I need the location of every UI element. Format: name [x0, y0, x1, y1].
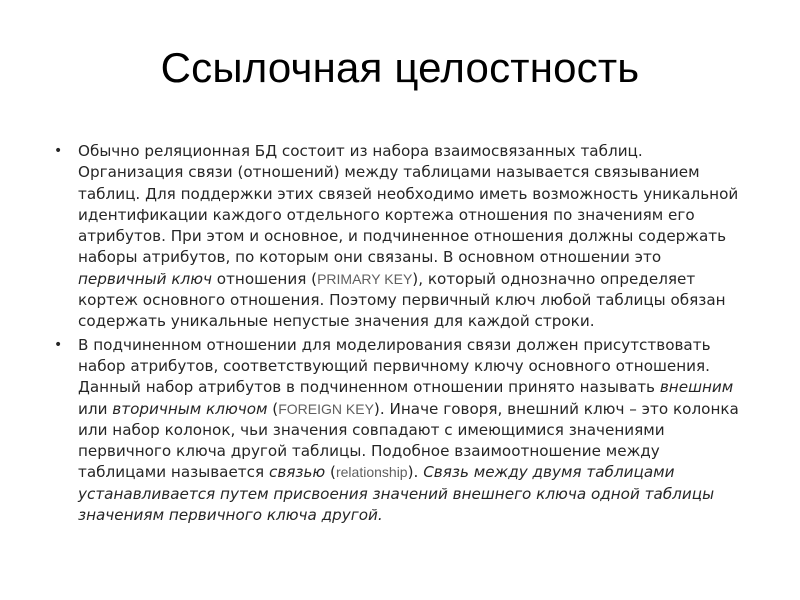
- keyword-foreign-key: FOREIGN KEY: [278, 400, 374, 417]
- bullet2-text-5: (: [325, 463, 336, 482]
- keyword-relationship: relationship: [335, 464, 408, 481]
- term-primary-key: первичный ключ: [78, 269, 212, 288]
- keyword-primary-key: PRIMARY KEY: [317, 270, 413, 287]
- term-link: связью: [268, 463, 326, 482]
- bullet-item-foreign-key: [50, 335, 750, 527]
- term-external: внешним: [659, 378, 734, 397]
- slide-title: Ссылочная целостность: [160, 44, 640, 91]
- bullet1-text-2: отношения (: [211, 269, 318, 288]
- bullet2-text-4: ). Иначе говоря, внешний ключ – это колонка или набор колонок, чьи значения совпадают с имеющимися значениями первичного ключа другой таблицы. Подобное взаимоотношение между таблицами называется: [78, 399, 739, 482]
- bullet2-text-2: или: [78, 399, 113, 418]
- bullet-dot-icon: •: [54, 143, 63, 159]
- final-definition: Связь между двумя таблицами устанавливается путем присвоения значений внешнего ключа одной таблицы значениям первичного ключа другой.: [78, 463, 715, 525]
- bullet1-text-1: Обычно реляционная БД состоит из набора взаимосвязанных таблиц. Организация связи (отношений) между таблицами называется связыванием таблиц. Для поддержки этих связей необходимо иметь возможность уникальной идентификации каждого отдельного кортежа отношения по значениям его атрибутов. При этом и основное, и подчиненное отношения должны содержать наборы атрибутов, по которым они связаны. В основном отношении это: [78, 142, 739, 267]
- bullet2-text-3: (: [267, 399, 279, 418]
- bullet-item-primary-key: [50, 141, 750, 333]
- bullet-dot-icon: •: [54, 336, 63, 353]
- bullet1-text-3: ), который однозначно определяет кортеж основного отношения. Поэтому первичный ключ любой таблицы обязан содержать уникальные непустые значения для каждой строки.: [78, 269, 726, 331]
- bullet2-text-1: В подчиненном отношении для моделирования связи должен присутствовать набор атрибутов, соответствующий первичному ключу основного отношения. Данный набор атрибутов в подчиненном отношении принято называть: [78, 335, 711, 397]
- term-secondary-key: вторичным ключом: [112, 399, 268, 418]
- bullet-list: [50, 141, 750, 528]
- bullet2-text-6: ).: [407, 463, 424, 482]
